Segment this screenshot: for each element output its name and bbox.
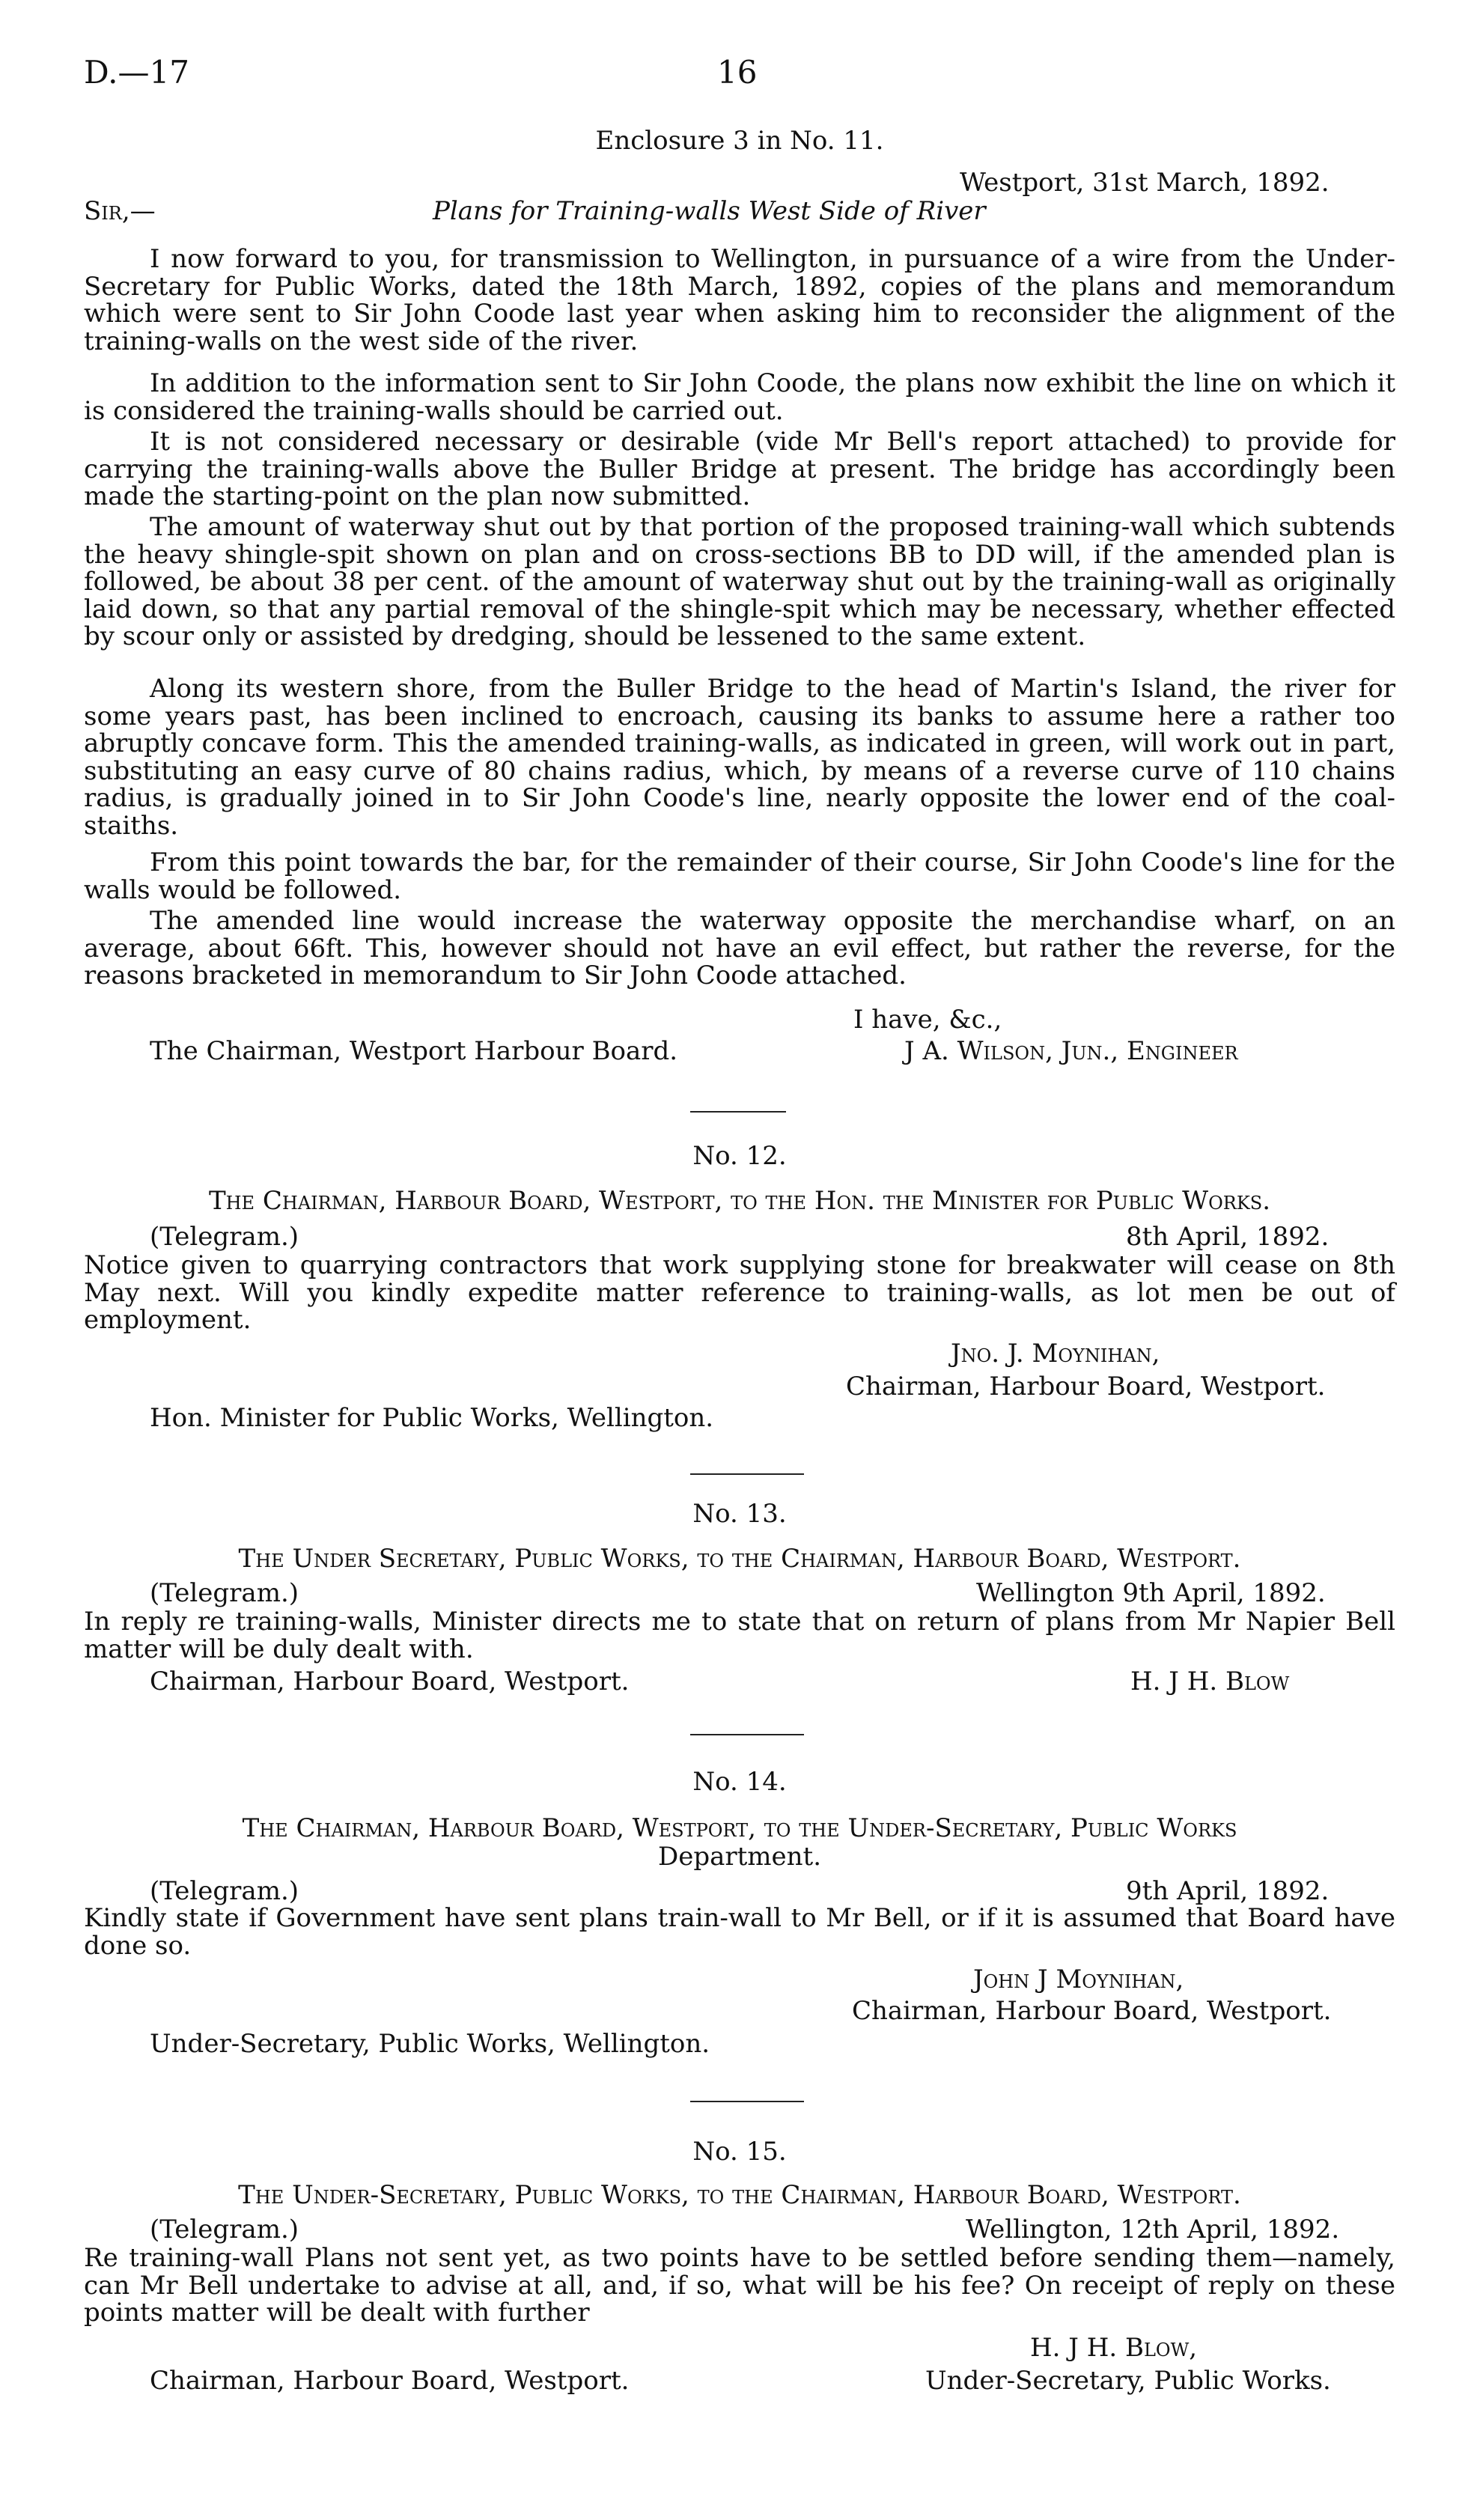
no14-telegram-label: (Telegram.) (150, 1876, 299, 1906)
enclosure-paragraph-3: It is not considered necessary or desirable (vide Mr Bell's report attached) to provide for carrying the training-walls above the Buller Bridge at present. The bridge has accordingly been made the starting-point on the plan now submitted. (84, 427, 1395, 512)
enclosure-paragraph-4: The amount of waterway shut out by that portion of the proposed training-wall which subtends the heavy shingle-spit shown on plan and on cross-sections BB to DD will, if the amended plan is followed, be about 38 per cent. of the amount of waterway shut out by the training-wall as originally laid down, so that any partial removal of the shingle-spit which may be necessary, whether effected by scour only or assisted by dredging, should be lessened to the same extent. (84, 512, 1395, 652)
no12-number: No. 12. (692, 1141, 787, 1171)
no14-signature-name: John J Moynihan, (973, 1964, 1184, 1994)
no15-date: Wellington, 12th April, 1892. (966, 2215, 1340, 2244)
no14-title-line-1: The Chairman, Harbour Board, Westport, to the Under-Secretary, Public Works (242, 1813, 1237, 1843)
no15-body: Re training-wall Plans not sent yet, as two points have to be settled before sending them—namely, can Mr Bell undertake to advise at all, and, if so, what will be his fee? On receipt of reply on these points matter will be dealt with further (84, 2243, 1395, 2328)
letter-subject: Plans for Training-walls West Side of River (433, 196, 986, 226)
enclosure-paragraph-7: The amended line would increase the waterway opposite the merchandise wharf, on an average, about 66ft. This, however should not have an evil effect, but rather the reverse, for the reasons bracketed in memorandum to Sir John Coode attached. (84, 906, 1395, 991)
no14-body: Kindly state if Government have sent plans train-wall to Mr Bell, or if it is assumed that Board have done so. (84, 1903, 1395, 1961)
document-reference: D.—17 (84, 54, 189, 91)
no13-telegram-label: (Telegram.) (150, 1578, 299, 1608)
closing: I have, &c., (853, 1005, 1002, 1035)
section-divider (690, 1473, 804, 1475)
no13-title: The Under Secretary, Public Works, to the Chairman, Harbour Board, Westport. (238, 1544, 1241, 1574)
page-number: 16 (717, 54, 758, 91)
enclosure-paragraph-5: Along its western shore, from the Buller Bridge to the head of Martin's Island, the river for some years past, has been inclined to encroach, causing its banks to assume here a rather too abruptly concave form. This the amended training-walls, as indicated in green, will work out in part, substituting an easy curve of 80 chains radius, which, by means of a reverse curve of 110 chains radius, is gradually joined in to Sir John Coode's line, nearly opposite the lower end of the coal-staiths. (84, 674, 1395, 841)
section-divider (690, 1734, 804, 1735)
no14-number: No. 14. (692, 1767, 787, 1797)
no14-addressee: Under-Secretary, Public Works, Wellington. (150, 2029, 710, 2059)
section-divider (690, 1111, 786, 1113)
no12-title: The Chairman, Harbour Board, Westport, to the Hon. the Minister for Public Works. (208, 1186, 1271, 1216)
no15-number: No. 15. (692, 2137, 787, 2167)
enclosure-place-date: Westport, 31st March, 1892. (960, 168, 1330, 198)
no14-signature-title: Chairman, Harbour Board, Westport. (852, 1996, 1332, 2026)
no13-body: In reply re training-walls, Minister directs me to state that on return of plans from Mr Napier Bell matter will be duly dealt with. (84, 1607, 1395, 1664)
no15-signature-title: Under-Secretary, Public Works. (925, 2366, 1331, 2396)
no14-date: 9th April, 1892. (1126, 1876, 1330, 1906)
enclosure-paragraph-1: I now forward to you, for transmission to Wellington, in pursuance of a wire from the Under-Secretary for Public Works, dated the 18th March, 1892, copies of the plans and memorandum which were sent to Sir John Coode last year when asking him to reconsider the alignment of the training-walls on the west side of the river. (84, 244, 1395, 356)
no12-signature-title: Chairman, Harbour Board, Westport. (846, 1372, 1326, 1401)
enclosure-paragraph-6: From this point towards the bar, for the remainder of their course, Sir John Coode's line for the walls would be followed. (84, 847, 1395, 905)
no13-date: Wellington 9th April, 1892. (976, 1578, 1326, 1608)
no15-telegram-label: (Telegram.) (150, 2215, 299, 2244)
no13-signature: H. J H. Blow (1130, 1667, 1290, 1696)
no15-title: The Under-Secretary, Public Works, to the Chairman, Harbour Board, Westport. (238, 2180, 1241, 2210)
no15-signature-name: H. J H. Blow, (1030, 2333, 1198, 2363)
no13-number: No. 13. (692, 1499, 787, 1529)
no14-title-line-2: Department. (657, 1842, 822, 1872)
no12-addressee: Hon. Minister for Public Works, Wellington. (150, 1403, 714, 1433)
enclosure-signature: J A. Wilson, Jun., Engineer (904, 1036, 1238, 1066)
no13-addressee: Chairman, Harbour Board, Westport. (150, 1667, 630, 1696)
no12-body: Notice given to quarrying contractors that work supplying stone for breakwater will cease on 8th May next. Will you kindly expedite matter reference to training-walls, as lot men be out of employment. (84, 1250, 1395, 1336)
enclosure-addressee: The Chairman, Westport Harbour Board. (150, 1036, 678, 1066)
enclosure-heading: Enclosure 3 in No. 11. (595, 126, 884, 156)
no15-addressee: Chairman, Harbour Board, Westport. (150, 2366, 630, 2396)
salutation: Sir,— (84, 196, 156, 226)
no12-signature-name: Jno. J. Moynihan, (951, 1339, 1160, 1369)
no12-telegram-label: (Telegram.) (150, 1222, 299, 1252)
no12-date: 8th April, 1892. (1126, 1222, 1330, 1252)
enclosure-paragraph-2: In addition to the information sent to Sir John Coode, the plans now exhibit the line on which it is considered the training-walls should be carried out. (84, 368, 1395, 426)
section-divider (690, 2101, 804, 2102)
